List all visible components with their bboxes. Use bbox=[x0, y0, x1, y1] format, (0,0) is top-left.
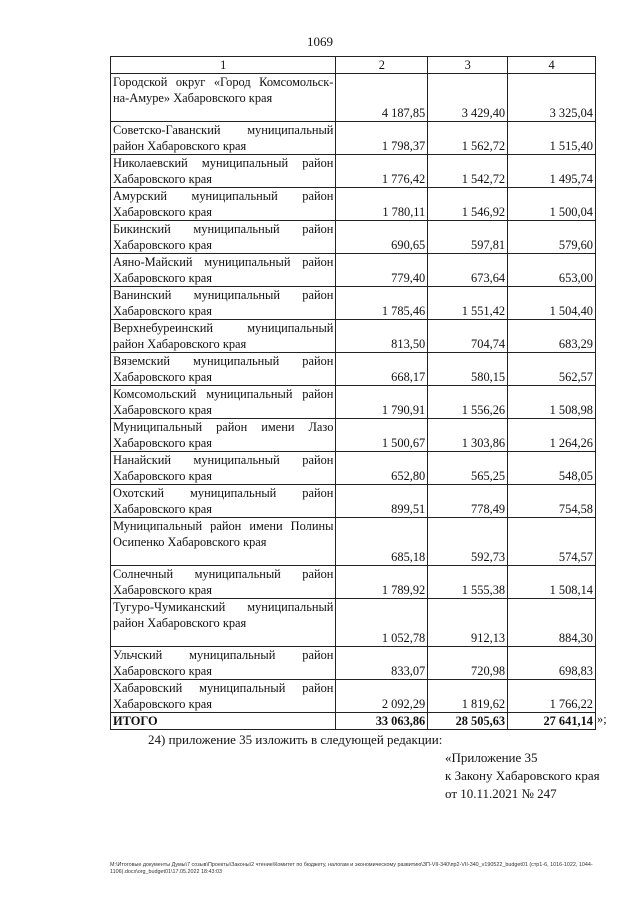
value-col3: 1 546,92 bbox=[428, 188, 508, 221]
value-col3: 597,81 bbox=[428, 221, 508, 254]
value-col3: 1 556,26 bbox=[428, 386, 508, 419]
table-row bbox=[111, 647, 596, 680]
value-col2: 2 092,29 bbox=[336, 680, 428, 713]
row-name: Комсомольский муниципальный район Хабаровского края bbox=[111, 386, 336, 419]
table-row bbox=[111, 122, 596, 155]
value-col2: 1 052,78 bbox=[336, 599, 428, 647]
row-name: Ванинский муниципальный район Хабаровского края bbox=[111, 287, 336, 320]
row-name: Муниципальный район имени Полины Осипенко Хабаровского края bbox=[111, 518, 336, 566]
value-col2: 652,80 bbox=[336, 452, 428, 485]
value-col2: 1 790,91 bbox=[336, 386, 428, 419]
row-name: Охотский муниципальный район Хабаровского края bbox=[111, 485, 336, 518]
file-path-footer: М:\Итоговые документы Думы\7 созыв\Проекты\Законы\2 чтение\Комитет по бюджету, налогам и экономическому развитию\ЗП-VII-340\пр2-VII-340_v190522_budget01 (стр1-6, 1016-1022, 1044-1106).docx\org_budget01\17.05.2022 18:43:03 bbox=[110, 862, 593, 875]
value-col3: 1 303,86 bbox=[428, 419, 508, 452]
value-col4: 754,58 bbox=[508, 485, 596, 518]
value-col4: 574,57 bbox=[508, 518, 596, 566]
value-col3: 720,98 bbox=[428, 647, 508, 680]
value-col4: 3 325,04 bbox=[508, 74, 596, 122]
page-number: 1069 bbox=[307, 34, 333, 49]
value-col3: 3 429,40 bbox=[428, 74, 508, 122]
table-row bbox=[111, 518, 596, 566]
value-col4: 683,29 bbox=[508, 320, 596, 353]
row-name: Вяземский муниципальный район Хабаровского края bbox=[111, 353, 336, 386]
table-row bbox=[111, 221, 596, 254]
total-col4: 27 641,14 bbox=[508, 713, 596, 730]
row-name: Солнечный муниципальный район Хабаровского края bbox=[111, 566, 336, 599]
table-row bbox=[111, 254, 596, 287]
value-col3: 1 542,72 bbox=[428, 155, 508, 188]
table-header-row bbox=[111, 57, 596, 74]
table-row bbox=[111, 353, 596, 386]
annex-title: «Приложение 35 bbox=[445, 750, 538, 765]
annex-law: к Закону Хабаровского края bbox=[445, 768, 600, 783]
value-col2: 1 780,11 bbox=[336, 188, 428, 221]
value-col3: 1 819,62 bbox=[428, 680, 508, 713]
value-col2: 685,18 bbox=[336, 518, 428, 566]
value-col2: 899,51 bbox=[336, 485, 428, 518]
row-name: Хабаровский муниципальный район Хабаровского края bbox=[111, 680, 336, 713]
table-row bbox=[111, 386, 596, 419]
value-col4: 1 264,26 bbox=[508, 419, 596, 452]
value-col3: 778,49 bbox=[428, 485, 508, 518]
value-col4: 698,83 bbox=[508, 647, 596, 680]
value-col2: 4 187,85 bbox=[336, 74, 428, 122]
table-row bbox=[111, 680, 596, 713]
amendment-text: 24) приложение 35 изложить в следующей редакции: bbox=[148, 732, 443, 747]
row-name: Советско-Гаванский муниципальный район Хабаровского края bbox=[111, 122, 336, 155]
value-col3: 1 551,42 bbox=[428, 287, 508, 320]
value-col3: 592,73 bbox=[428, 518, 508, 566]
value-col3: 1 555,38 bbox=[428, 566, 508, 599]
row-name: Амурский муниципальный район Хабаровского края bbox=[111, 188, 336, 221]
value-col2: 779,40 bbox=[336, 254, 428, 287]
budget-table bbox=[110, 56, 596, 730]
row-name: Ульчский муниципальный район Хабаровского края bbox=[111, 647, 336, 680]
annex-date: от 10.11.2021 № 247 bbox=[445, 786, 557, 801]
row-name: Тугуро-Чумиканский муниципальный район Хабаровского края bbox=[111, 599, 336, 647]
value-col4: 884,30 bbox=[508, 599, 596, 647]
row-name: Бикинский муниципальный район Хабаровского края bbox=[111, 221, 336, 254]
value-col2: 1 798,37 bbox=[336, 122, 428, 155]
value-col4: 1 766,22 bbox=[508, 680, 596, 713]
value-col2: 1 785,46 bbox=[336, 287, 428, 320]
row-name: Нанайский муниципальный район Хабаровского края bbox=[111, 452, 336, 485]
total-row bbox=[111, 713, 596, 730]
row-name: Муниципальный район имени Лазо Хабаровского края bbox=[111, 419, 336, 452]
value-col2: 1 776,42 bbox=[336, 155, 428, 188]
total-col2: 33 063,86 bbox=[336, 713, 428, 730]
value-col2: 668,17 bbox=[336, 353, 428, 386]
value-col3: 580,15 bbox=[428, 353, 508, 386]
value-col4: 1 508,14 bbox=[508, 566, 596, 599]
value-col4: 548,05 bbox=[508, 452, 596, 485]
table-row bbox=[111, 74, 596, 122]
value-col4: 1 504,40 bbox=[508, 287, 596, 320]
value-col3: 912,13 bbox=[428, 599, 508, 647]
column-header: 3 bbox=[428, 57, 508, 74]
value-col4: 1 495,74 bbox=[508, 155, 596, 188]
value-col2: 690,65 bbox=[336, 221, 428, 254]
table-row bbox=[111, 419, 596, 452]
table-row bbox=[111, 599, 596, 647]
table-row bbox=[111, 485, 596, 518]
value-col3: 704,74 bbox=[428, 320, 508, 353]
value-col3: 1 562,72 bbox=[428, 122, 508, 155]
value-col4: 579,60 bbox=[508, 221, 596, 254]
value-col4: 1 515,40 bbox=[508, 122, 596, 155]
closing-quote: »; bbox=[597, 712, 607, 726]
value-col4: 1 500,04 bbox=[508, 188, 596, 221]
value-col2: 1 500,67 bbox=[336, 419, 428, 452]
value-col2: 1 789,92 bbox=[336, 566, 428, 599]
row-name: Верхнебуреинский муниципальный район Хабаровского края bbox=[111, 320, 336, 353]
value-col4: 653,00 bbox=[508, 254, 596, 287]
row-name: Городской округ «Город Комсомольск-на-Амуре» Хабаровского края bbox=[111, 74, 336, 122]
value-col2: 833,07 bbox=[336, 647, 428, 680]
table-row bbox=[111, 287, 596, 320]
table-row bbox=[111, 320, 596, 353]
total-label: ИТОГО bbox=[111, 713, 336, 730]
column-header: 2 bbox=[336, 57, 428, 74]
table-row bbox=[111, 566, 596, 599]
row-name: Николаевский муниципальный район Хабаровского края bbox=[111, 155, 336, 188]
table-row bbox=[111, 155, 596, 188]
value-col2: 813,50 bbox=[336, 320, 428, 353]
table-body bbox=[111, 74, 596, 730]
value-col3: 673,64 bbox=[428, 254, 508, 287]
total-col3: 28 505,63 bbox=[428, 713, 508, 730]
value-col4: 1 508,98 bbox=[508, 386, 596, 419]
value-col3: 565,25 bbox=[428, 452, 508, 485]
row-name: Аяно-Майский муниципальный район Хабаровского края bbox=[111, 254, 336, 287]
column-header: 1 bbox=[111, 57, 336, 74]
value-col4: 562,57 bbox=[508, 353, 596, 386]
table-row bbox=[111, 452, 596, 485]
column-header: 4 bbox=[508, 57, 596, 74]
table-row bbox=[111, 188, 596, 221]
